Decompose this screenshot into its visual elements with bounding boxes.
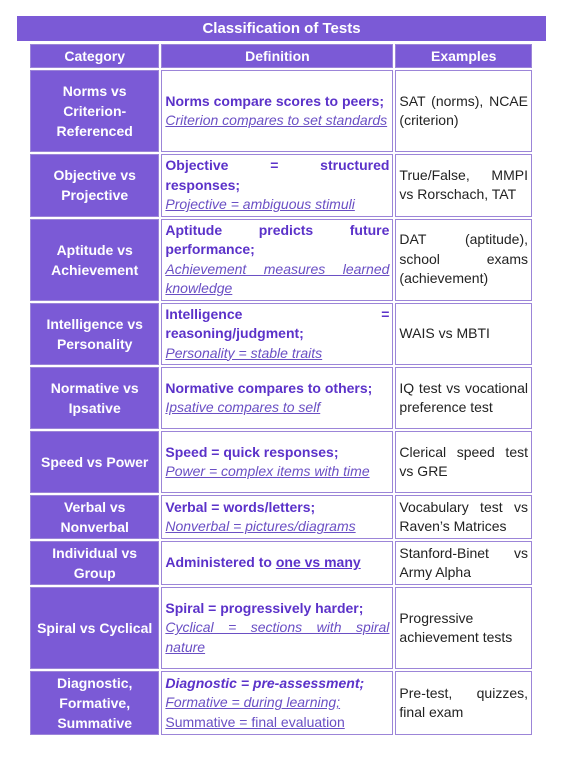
definition-cell [161,303,393,366]
definition-sub: Personality = stable traits [165,344,323,361]
definition-sub: Achievement measures learned knowledge [165,260,390,296]
definition-cell [161,671,393,735]
definition-cell [161,154,393,217]
definition-cell [161,70,393,152]
definition-sub: Cyclical = sections with spiral nature [165,619,390,655]
definition-cell [161,495,393,539]
definition-prefix: Administered to [165,554,276,571]
category-cell: Norms vs Criterion-Referenced [30,70,159,152]
definition-underlined: one vs many [275,554,361,571]
table-row [30,541,532,585]
category-cell: Spiral vs Cyclical [30,587,159,669]
definition-main [165,553,389,573]
definition-main: Verbal = words/letters; [165,498,316,515]
definition-main: Normative compares to others; [165,379,373,396]
example-cell: Vocabulary test vs Raven’s Matrices [395,495,532,539]
definition-main: Speed = quick responses; [165,443,339,460]
category-cell: Objective vs Projective [30,154,159,217]
example-cell: WAIS vs MBTI [395,303,532,366]
definition-main: Spiral = progressively harder; [165,599,364,616]
definition-sub: Nonverbal = pictures/diagrams [165,518,356,534]
table-container [17,16,546,737]
category-cell: Speed vs Power [30,431,159,493]
definition-main: Aptitude predicts future performance; [165,221,390,257]
table-row [30,219,532,301]
table-title: Classification of Tests [17,16,546,41]
classification-table [28,42,534,737]
example-cell: Clerical speed test vs GRE [395,431,532,493]
header-examples: Examples [395,44,532,68]
table-row [30,367,532,429]
header-definition: Definition [161,44,393,68]
example-cell: DAT (aptitude), school exams (achievement) [395,219,532,301]
definition-sub-2: Summative = final evaluation [165,713,345,730]
definition-cell [161,431,393,493]
category-cell: Verbal vs Nonverbal [30,495,159,539]
definition-cell [161,541,393,585]
category-cell: Intelligence vs Personality [30,303,159,366]
table-row [30,431,532,493]
definition-sub: Ipsative compares to self [165,399,321,415]
table-row [30,495,532,539]
definition-sub: Formative = during learning; [165,694,341,711]
example-cell: IQ test vs vocational preference test [395,367,532,429]
definition-main: Objective = structured responses; [165,157,390,193]
table-row [30,154,532,217]
table-row [30,70,532,152]
definition-sub: Projective = ambiguous stimuli [165,196,355,212]
example-cell: True/False, MMPI vs Rorschach, TAT [395,154,532,217]
category-cell: Diagnostic, Formative, Summative [30,671,159,735]
example-cell: SAT (norms), NCAE (criterion) [395,70,532,152]
header-row [30,44,532,68]
table-row [30,587,532,669]
header-category: Category [30,44,159,68]
definition-main: Intelligence = reasoning/judgment; [165,305,390,341]
table-row [30,671,532,735]
definition-main: Diagnostic = pre-assessment; [165,674,365,691]
example-cell: Pre-test, quizzes, final exam [395,671,532,735]
definition-cell [161,587,393,669]
example-cell: Stanford-Binet vs Army Alpha [395,541,532,585]
definition-cell [161,367,393,429]
example-cell: Progressive achievement tests [395,587,532,669]
category-cell: Individual vs Group [30,541,159,585]
definition-sub: Power = complex items with time [165,463,370,479]
definition-cell [161,219,393,301]
category-cell: Aptitude vs Achievement [30,219,159,301]
table-row [30,303,532,366]
category-cell: Normative vs Ipsative [30,367,159,429]
definition-sub: Criterion compares to set standards [165,112,388,128]
definition-main: Norms compare scores to peers; [165,92,385,109]
